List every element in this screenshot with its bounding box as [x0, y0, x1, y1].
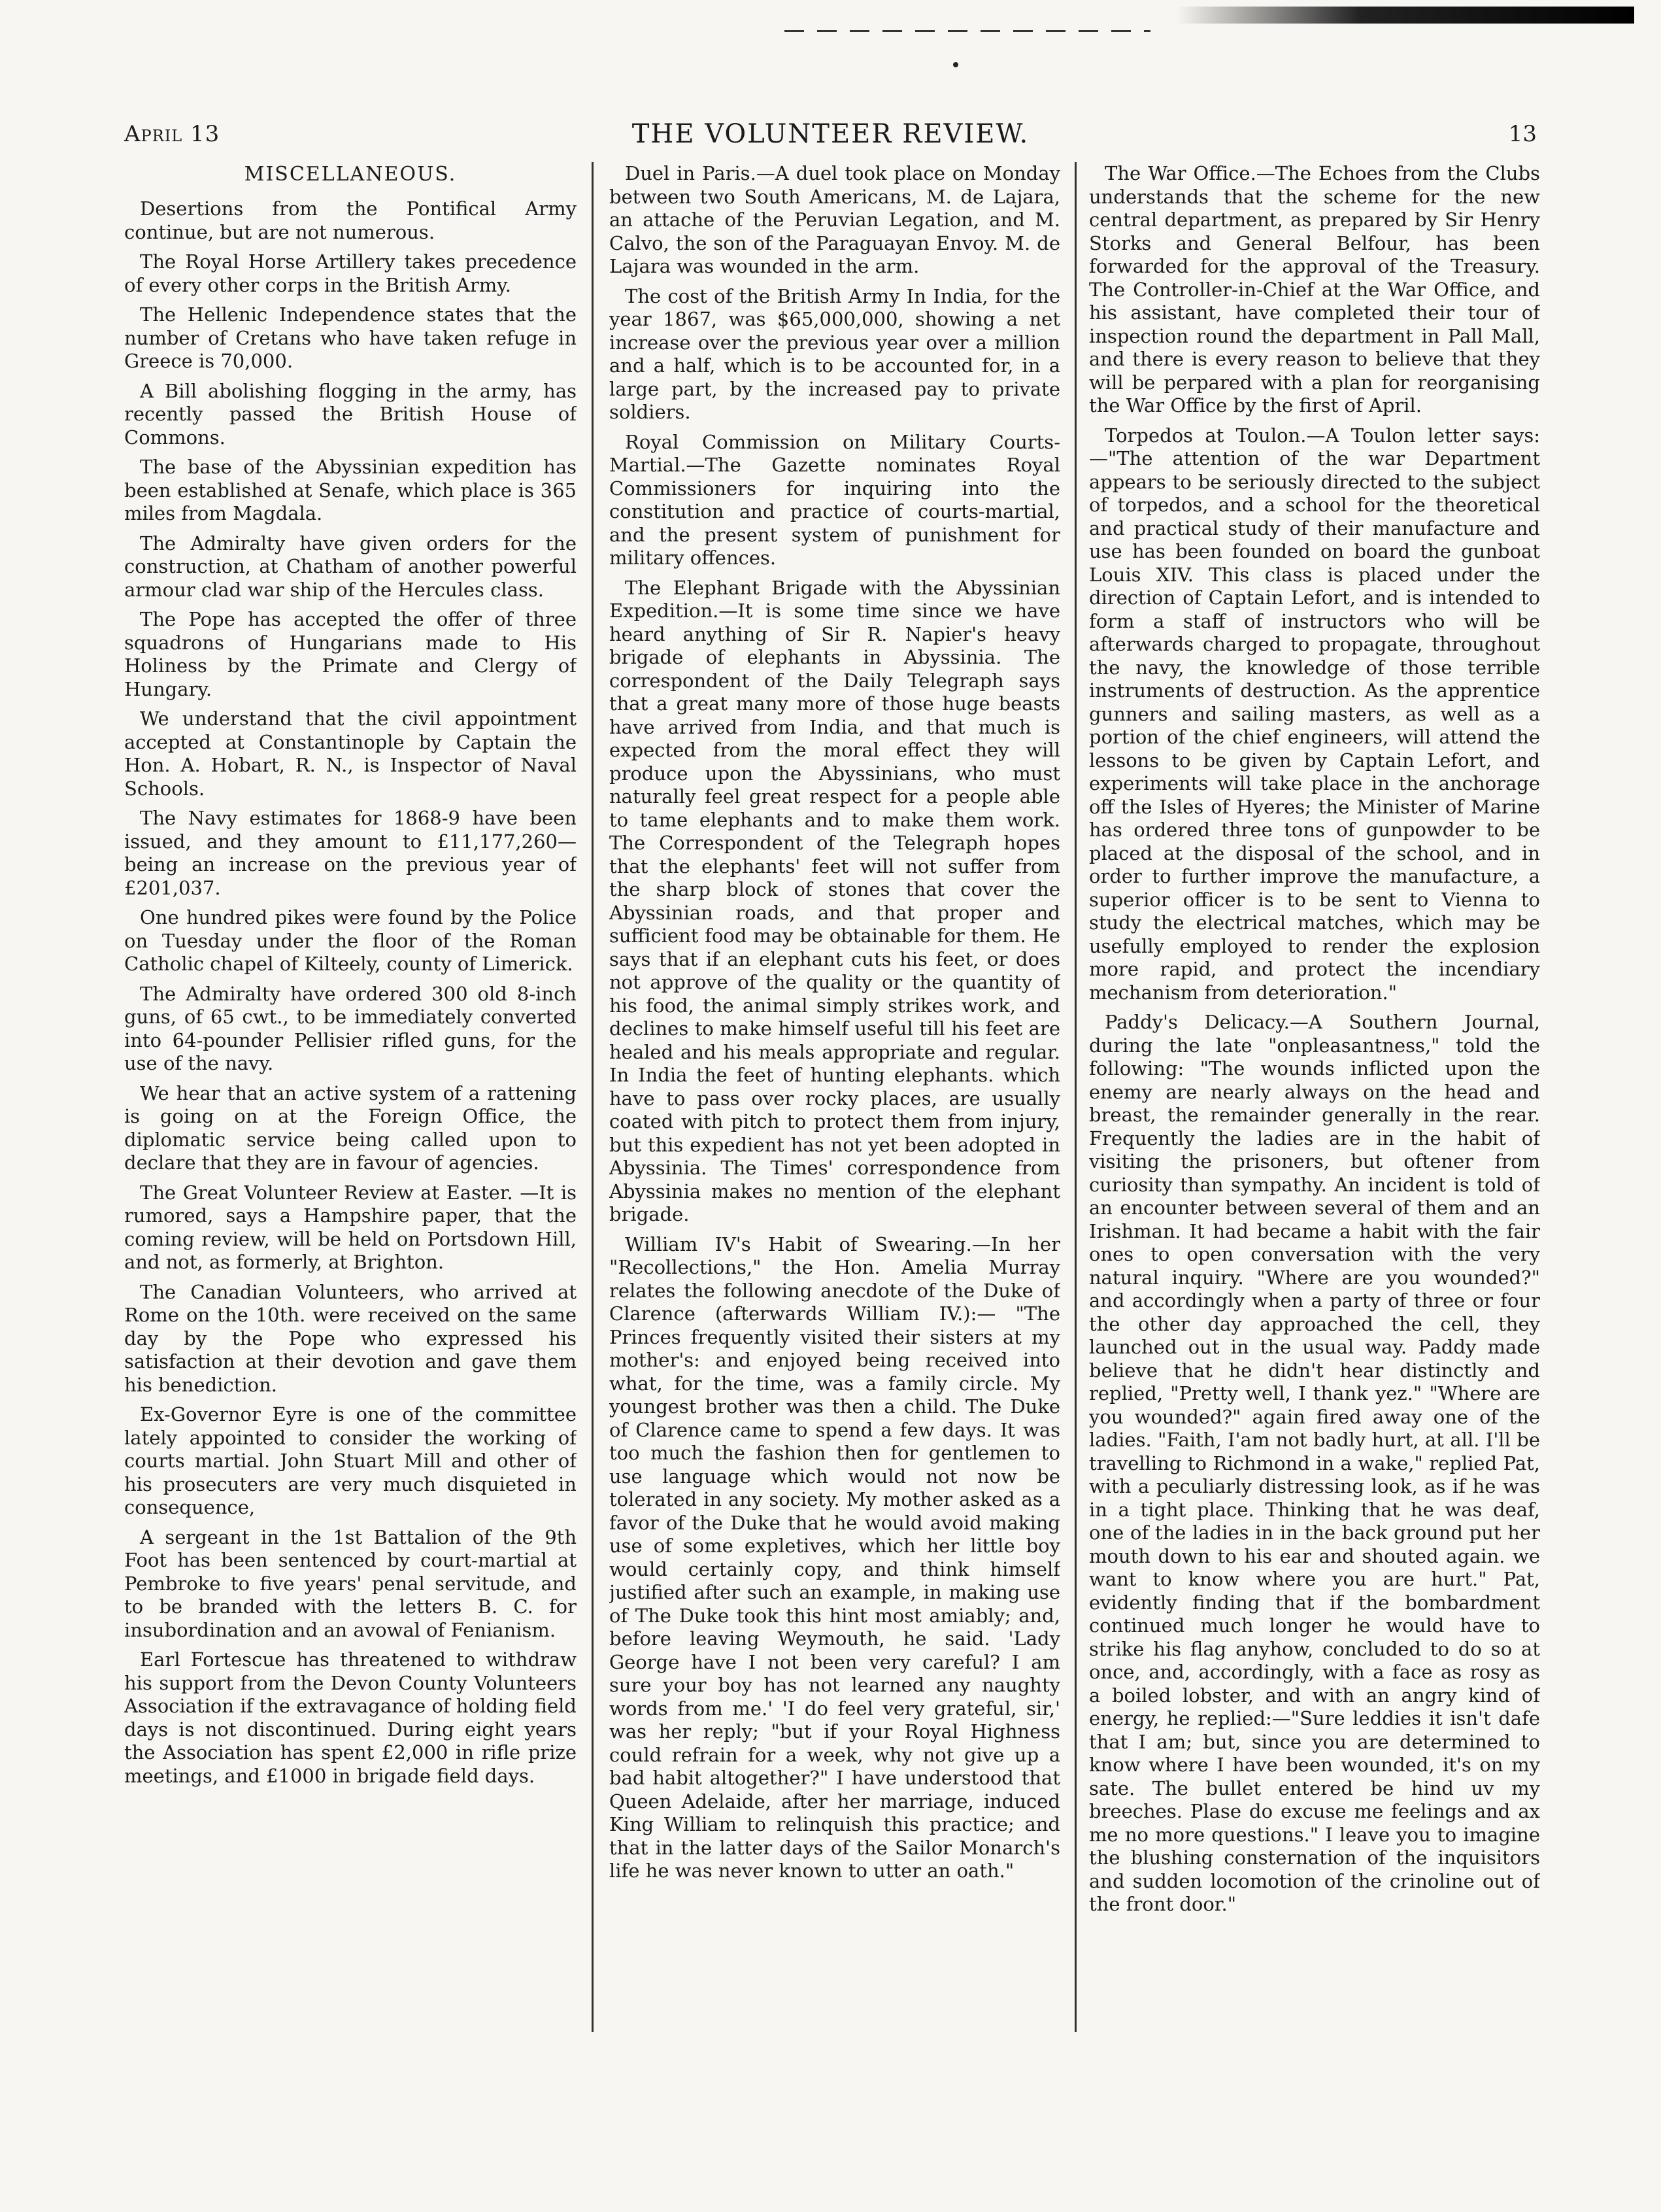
column-left	[124, 162, 577, 2032]
article-paragraph: Earl Fortescue has threatened to withdraw his support from the Devon County Volunteers Association if the extravagance of holding field days is not discontinued. During eight years the Association has spent £2,000 in rifle prize meetings, and £1000 in brigade field days.	[124, 1648, 577, 1787]
scan-speck	[953, 62, 958, 67]
article-paragraph: William IV's Habit of Swearing.—In her "Recollections," the Hon. Amelia Murray relates the following anecdote of the Duke of Clarence (afterwards William IV.):— "The Princes frequently visited their sisters at my mother's: and enjoyed being received into what, for the time, was a family circle. My youngest brother was then a child. The Duke of Clarence came to spend a few days. It was too much the fashion then for gentlemen to use language which would not now be tolerated in any society. My mother asked as a favor of the Duke that he would avoid making use of some expletives, which her little boy would certainly copy, and think himself justified after such an example, in making use of The Duke took this hint most amiably; and, before leaving Weymouth, he said. 'Lady George have I not been very careful? I am sure your boy has not learned any naughty words from me.' 'I do feel very grateful, sir,' was her reply; "but if your Royal Highness could refrain for a week, why not give up a bad habit altogether?" I have understood that Queen Adelaide, after her marriage, induced King William to relinquish this practice; and that in the latter days of the Sailor Monarch's life he was never known to utter an oath."	[609, 1233, 1060, 1882]
page-header	[124, 118, 1537, 150]
scan-edge-marks	[784, 7, 1634, 33]
article-paragraph: The Canadian Volunteers, who arrived at Rome on the 10th. were received on the same day by the Pope who expressed his satisfaction at their devotion and gave them his benediction.	[124, 1280, 577, 1396]
article-paragraph: Royal Commission on Military Courts-Martial.—The Gazette nominates Royal Commissioners for inquiring into the constitution and practice of courts-martial, and the present system of punishment for military offences.	[609, 430, 1060, 569]
masthead-title: THE VOLUNTEER REVIEW.	[631, 119, 1030, 149]
article-paragraph: We hear that an active system of a rattening is going on at the Foreign Office, the diplomatic service being called upon to declare that they are in favour of agencies.	[124, 1081, 577, 1174]
column-divider	[592, 162, 594, 2032]
article-paragraph: One hundred pikes were found by the Police on Tuesday under the floor of the Roman Catholic chapel of Kilteely, county of Limerick.	[124, 906, 577, 975]
scan-dash-marks	[784, 30, 1150, 32]
article-paragraph: The War Office.—The Echoes from the Clubs understands that the scheme for the new central department, as prepared by Sir Henry Storks and General Belfour, has been forwarded for the approval of the Treasury. The Controller-in-Chief at the War Office, and his assistant, have completed their tour of inspection round the department in Pall Mall, and there is every reason to believe that they will be perpared with a plan for reorganising the War Office by the first of April.	[1089, 162, 1540, 417]
article-paragraph: The Admiralty have ordered 300 old 8-inch guns, of 65 cwt., to be immediately converted into 64-pounder Pellisier rifled guns, for the use of the navy.	[124, 982, 577, 1074]
article-paragraph: A sergeant in the 1st Battalion of the 9th Foot has been sentenced by court-martial at Pembroke to five years' penal servitude, and to be branded with the letters B. C. for insubordination and an avowal of Fenianism.	[124, 1525, 577, 1641]
article-paragraph: The Great Volunteer Review at Easter. —It is rumored, says a Hampshire paper, that the coming review, will be held on Portsdown Hill, and not, as formerly, at Brighton.	[124, 1181, 577, 1273]
section-heading: MISCELLANEOUS.	[244, 163, 457, 186]
scan-edge-shadow	[1177, 7, 1634, 24]
article-paragraph: The Pope has accepted the offer of three squadrons of Hungarians made to His Holiness by the Primate and Clergy of Hungary.	[124, 608, 577, 700]
article-paragraph: The Hellenic Independence states that the number of Cretans who have taken refuge in Greece is 70,000.	[124, 303, 577, 372]
article-paragraph: Duel in Paris.—A duel took place on Monday between two South Americans, M. de Lajara, an attache of the Peruvian Legation, and M. Calvo, the son of the Paraguayan Envoy. M. de Lajara was wounded in the arm.	[609, 162, 1060, 277]
article-paragraph: The Admiralty have given orders for the construction, at Chatham of another powerful armour clad war ship of the Hercules class.	[124, 532, 577, 601]
article-paragraph: Torpedos at Toulon.—A Toulon letter says:—"The attention of the war Department appears to be seriously directed to the subject of torpedos, and a school for the theoretical and practical study of their manufacture and use has been founded on board the gunboat Louis XIV. This class is placed under the direction of Captain Lefort, and is intended to form a staff of instructors who will be afterwards charged to propagate, throughout the navy, the knowledge of those terrible instruments of destruction. As the apprentice gunners and sailing masters, as well as a portion of the chief engineers, will attend the lessons to be given by Captain Lefort, and experiments will take place in the anchorage off the Isles of Hyeres; the Minister of Marine has ordered three tons of gunpowder to be placed at the disposal of the school, and in order to further improve the manufacture, a superior officer is to be sent to Vienna to study the electrical matches, which may be usefully employed to render the explosion more rapid, and protect the incendiary mechanism from deterioration."	[1089, 424, 1540, 1004]
column-divider	[1075, 162, 1077, 2032]
article-paragraph: The cost of the British Army In India, for the year 1867, was $65,000,000, showing a net increase over the previous year over a million and a half, which is to be accounted for, in a large part, by the increased pay to private soldiers.	[609, 284, 1060, 423]
article-paragraph: Ex-Governor Eyre is one of the committee lately appointed to consider the working of courts martial. John Stuart Mill and other of his prosecuters are very much disquieted in consequence,	[124, 1403, 577, 1518]
column-middle	[609, 162, 1060, 2032]
article-paragraph: Paddy's Delicacy.—A Southern Journal, during the late "onpleasantness," told the following: "The wounds inflicted upon the enemy are nearly always on the head and breast, the remainder generally in the rear. Frequently the ladies are in the habit of visiting the prisoners, but oftener from curiosity than sympathy. An incident is told of an encounter between several of them and an Irishman. It had became a habit with the fair ones to open conversation with the very natural inquiry. "Where are you wounded?" and accordingly when a party of three or four the other day approached the cell, they launched out in the usual way. Paddy made believe that he didn't hear distinctly and replied, "Pretty well, I thank yez." "Where are you wounded?" again fired away one of the ladies. "Faith, I'am not badly hurt, at all. I'll be travelling to Richmond in a wake," replied Pat, with a peculiarly distressing look, as if he was in a tight place. Thinking that he was deaf, one of the ladies in in the back ground put her mouth down to his ear and shouted again. we want to know where you are hurt." Pat, evidently finding that if the bombardment continued much longer he would have to strike his flag anyhow, concluded to do so at once, and, accordingly, with a face as rosy as a boiled lobster, and with an angry kind of energy, he replied:—"Sure leddies it isn't dafe that I am; but, since you are determined to know where I have been wounded, it's on my sate. The bullet entered be hind uv my breeches. Plase do excuse me feelings and ax me no more questions." I leave you to imagine the blushing consternation of the inquisitors and sudden locomotion of the crinoline out of the front door."	[1089, 1011, 1540, 1915]
article-paragraph: We understand that the civil appointment accepted at Constantinople by Captain the Hon. A. Hobart, R. N., is Inspector of Naval Schools.	[124, 707, 577, 800]
article-paragraph: The base of the Abyssinian expedition has been established at Senafe, which place is 365 miles from Magdala.	[124, 456, 577, 524]
column-right	[1089, 162, 1540, 2032]
page-number: 13	[1508, 121, 1537, 147]
article-paragraph: Desertions from the Pontifical Army continue, but are not numerous.	[124, 197, 577, 243]
article-paragraph: The Elephant Brigade with the Abyssinian Expedition.—It is some time since we have heard anything of Sir R. Napier's heavy brigade of elephants in Abyssinia. The correspondent of the Daily Telegraph says that a great many more of those huge beasts have arrived from India, and that much is expected from the moral effect they will produce upon the Abyssinians, who must naturally feel great respect for a people able to tame elephants and to make them work. The Correspondent of the Telegraph hopes that the elephants' feet will not suffer from the sharp block of stones that cover the Abyssinian roads, and that proper and sufficient food may be obtainable for them. He says that if an elephant cuts his feet, or does not approve of the quality or the quantity of his food, the animal simply strikes work, and declines to make himself useful till his feet are healed and his meals appropriate and regular. In India the feet of hunting elephants. which have to pass over rocky places, are usually coated with pitch to protect them from injury, but this expedient has not yet been adopted in Abyssinia. The Times' correspondence from Abyssinia makes no mention of the elephant brigade.	[609, 576, 1060, 1225]
article-paragraph: The Royal Horse Artillery takes precedence of every other corps in the British Army.	[124, 250, 577, 296]
header-date: April 13	[124, 121, 220, 147]
article-paragraph: The Navy estimates for 1868-9 have been issued, and they amount to £11,177,260—being an increase on the previous year of £201,037.	[124, 807, 577, 899]
article-paragraph: A Bill abolishing flogging in the army, has recently passed the British House of Commons.	[124, 379, 577, 449]
